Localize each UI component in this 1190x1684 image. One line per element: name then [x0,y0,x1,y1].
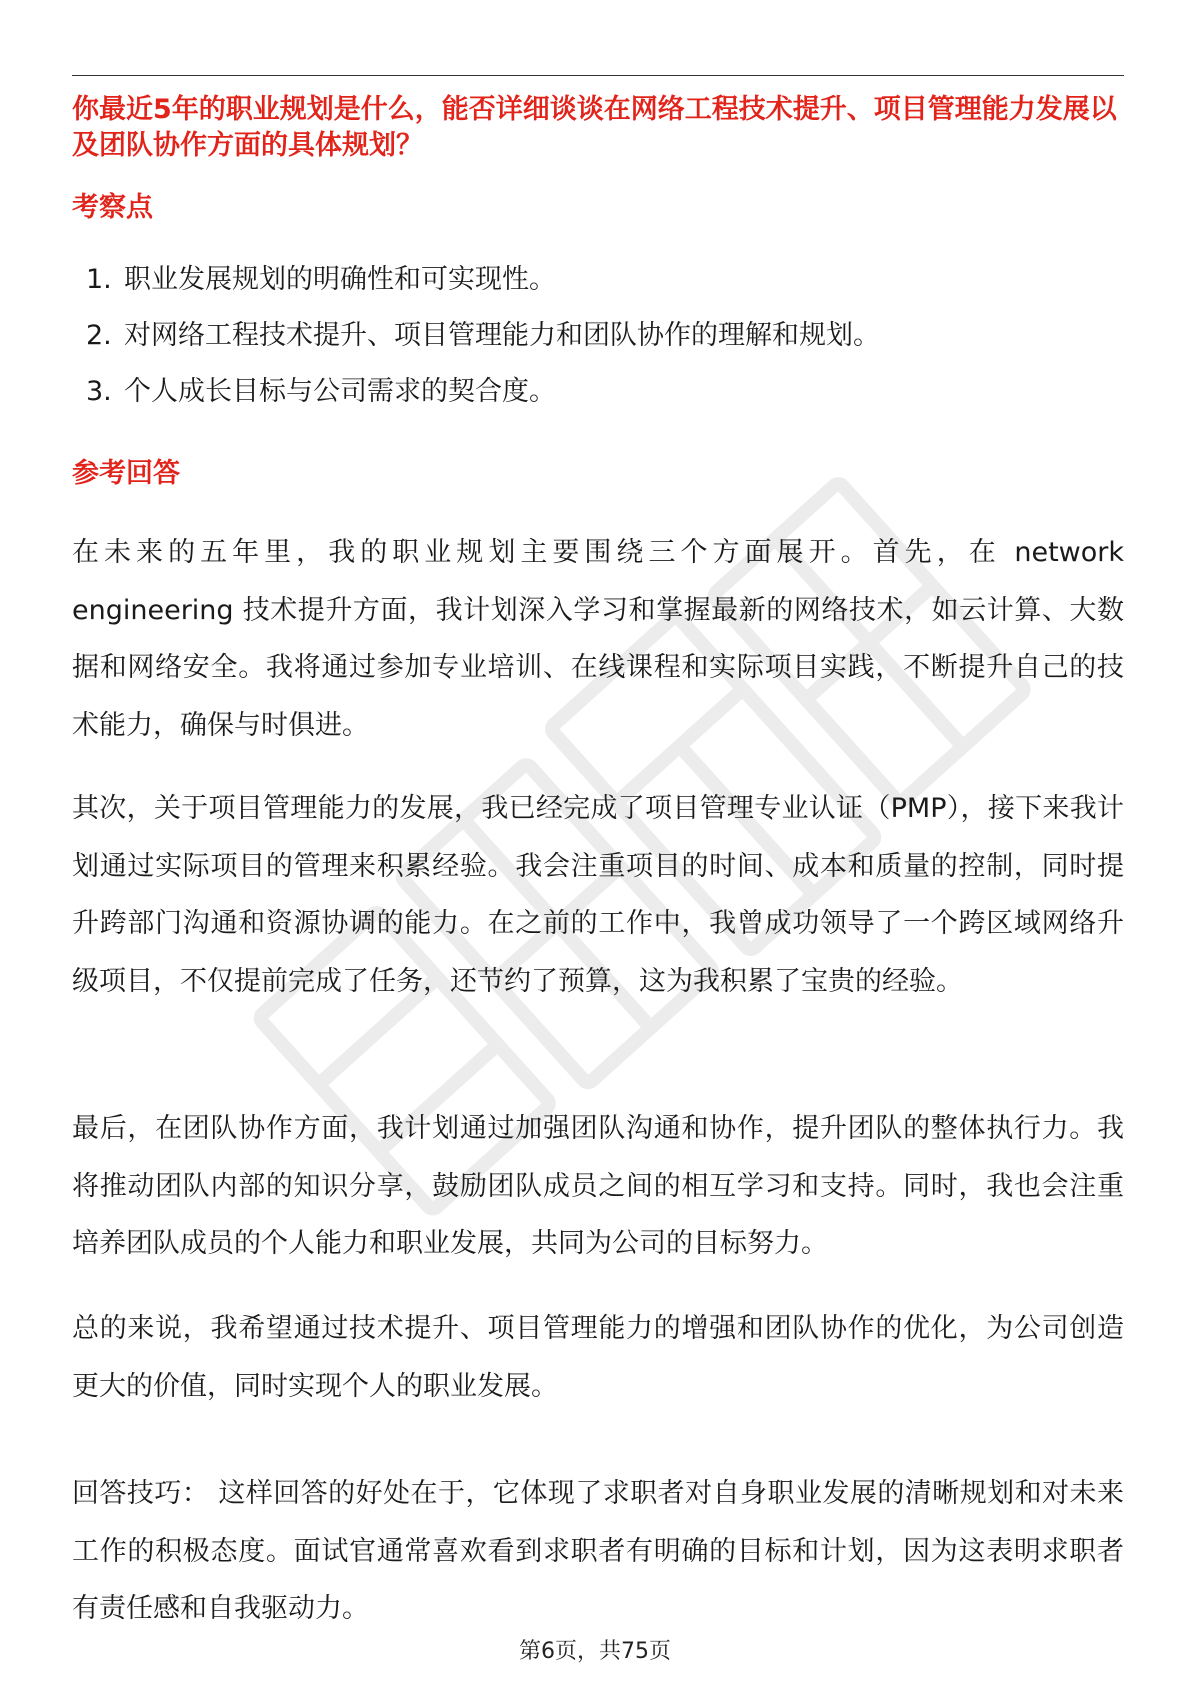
answer-paragraph-1: 在未来的五年里，我的职业规划主要围绕三个方面展开。首先，在 network engineering 技术提升方面，我计划深入学习和掌握最新的网络技术，如云计算、大数据和网络安全。我将通过参加专业培训、在线课程和实际项目实践，不断提升自己的技术能力，确保与时俱进。 [72,537,1124,741]
list-item-number: 2. [86,320,112,351]
list-item [72,374,1122,410]
top-divider [72,75,1124,76]
answer-paragraph-3: 最后，在团队协作方面，我计划通过加强团队沟通和协作，提升团队的整体执行力。我将推动团队内部的知识分享，鼓励团队成员之间的相互学习和支持。同时，我也会注重培养团队成员的个人能力和职业发展，共同为公司的目标努力。 [72,1113,1124,1259]
list-item-text: 个人成长目标与公司需求的契合度。 [124,376,556,407]
answer-paragraph-4: 总的来说，我希望通过技术提升、项目管理能力的增强和团队协作的优化，为公司创造更大的价值，同时实现个人的职业发展。 [72,1313,1124,1402]
list-item-number: 3. [86,376,112,407]
list-item [72,318,1122,354]
page-indicator: 第6页，共75页 [519,1639,671,1664]
assessment-heading: 考察点 [72,192,153,223]
list-item-text: 对网络工程技术提升、项目管理能力和团队协作的理解和规划。 [124,320,880,351]
list-item-number: 1. [86,264,112,295]
list-item [72,262,1122,298]
answer-tips-paragraph: 回答技巧： 这样回答的好处在于，它体现了求职者对自身职业发展的清晰规划和对未来工作的积极态度。面试官通常喜欢看到求职者有明确的目标和计划，因为这表明求职者有责任感和自我驱动力。 [72,1478,1124,1624]
question-title: 你最近5年的职业规划是什么，能否详细谈谈在网络工程技术提升、项目管理能力发展以及团队协作方面的具体规划？ [72,94,1117,161]
list-item-text: 职业发展规划的明确性和可实现性。 [124,264,556,295]
reference-answer-heading: 参考回答 [72,458,180,489]
assessment-points-list [72,262,1122,430]
answer-paragraph-2: 其次，关于项目管理能力的发展，我已经完成了项目管理专业认证（PMP），接下来我计划通过实际项目的管理来积累经验。我会注重项目的时间、成本和质量的控制，同时提升跨部门沟通和资源协调的能力。在之前的工作中，我曾成功领导了一个跨区域网络升级项目，不仅提前完成了任务，还节约了预算，这为我积累了宝贵的经验。 [72,793,1124,997]
